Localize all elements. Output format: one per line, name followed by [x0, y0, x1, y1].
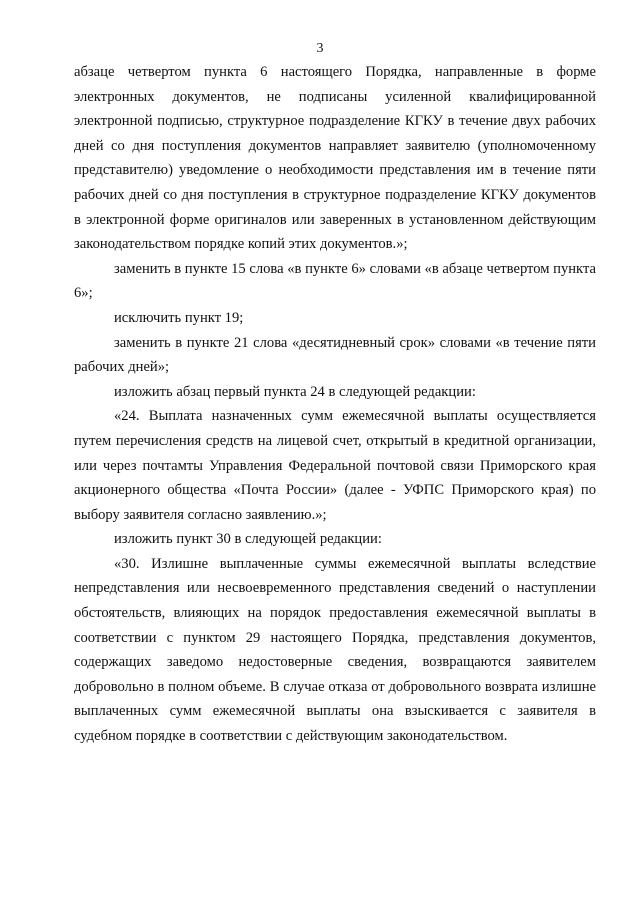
paragraph-point-24-text: «24. Выплата назначенных сумм ежемесячной выплаты осуществляется путем перечисления средств на лицевой счет, открытый в кредитной организации, или через почтамты Управления Федеральной почтовой связи Приморского края акционерного общества «Почта России» (далее - УФПС Приморского края) по выбору заявителя согласно заявлению.»; — [74, 408, 596, 523]
paragraph-restate-point-30-intro: изложить пункт 30 в следующей редакции: — [114, 531, 382, 548]
paragraph-point-30-text: «30. Излишне выплаченные суммы ежемесячной выплаты вследствие непредставления или несвоевременного представления сведений о наступлении обстоятельств, влияющих на порядок предоставления ежемесячной выплаты в соответствии с пунктом 29 настоящего Порядка, представления документов, содержащих заведомо недостоверные сведения, возвращаются заявителем добровольно в полном объеме. В случае отказа от добровольного возврата излишне выплаченных сумм ежемесячной выплаты она взыскивается с заявителя в судебном порядке в соответствии с действующим законодательством. — [74, 555, 596, 745]
paragraph-amend-point-15: заменить в пункте 15 слова «в пункте 6» словами «в абзаце четвертом пункта 6»; — [74, 260, 596, 302]
paragraph-exclude-point-19: исключить пункт 19; — [114, 309, 244, 326]
paragraph-restate-point-24-intro: изложить абзац первый пункта 24 в следующей редакции: — [114, 383, 476, 400]
document-body — [74, 60, 596, 749]
paragraph-continuation: абзаце четвертом пункта 6 настоящего Порядка, направленные в форме электронных документов, не подписаны усиленной квалифицированной электронной подписью, структурное подразделение КГКУ в течение двух рабочих дней со дня поступления документов направляет заявителю (уполномоченному представителю) уведомление о необходимости представления им в течение пяти рабочих дней со дня поступления в структурное подразделение КГКУ документов в электронной форме оригиналов или заверенных в установленном действующим законодательством порядке копий этих документов.»; — [74, 64, 596, 253]
page-number: 3 — [316, 41, 324, 56]
paragraph-amend-point-21: заменить в пункте 21 слова «десятидневный срок» словами «в течение пяти рабочих дней»; — [74, 334, 596, 376]
